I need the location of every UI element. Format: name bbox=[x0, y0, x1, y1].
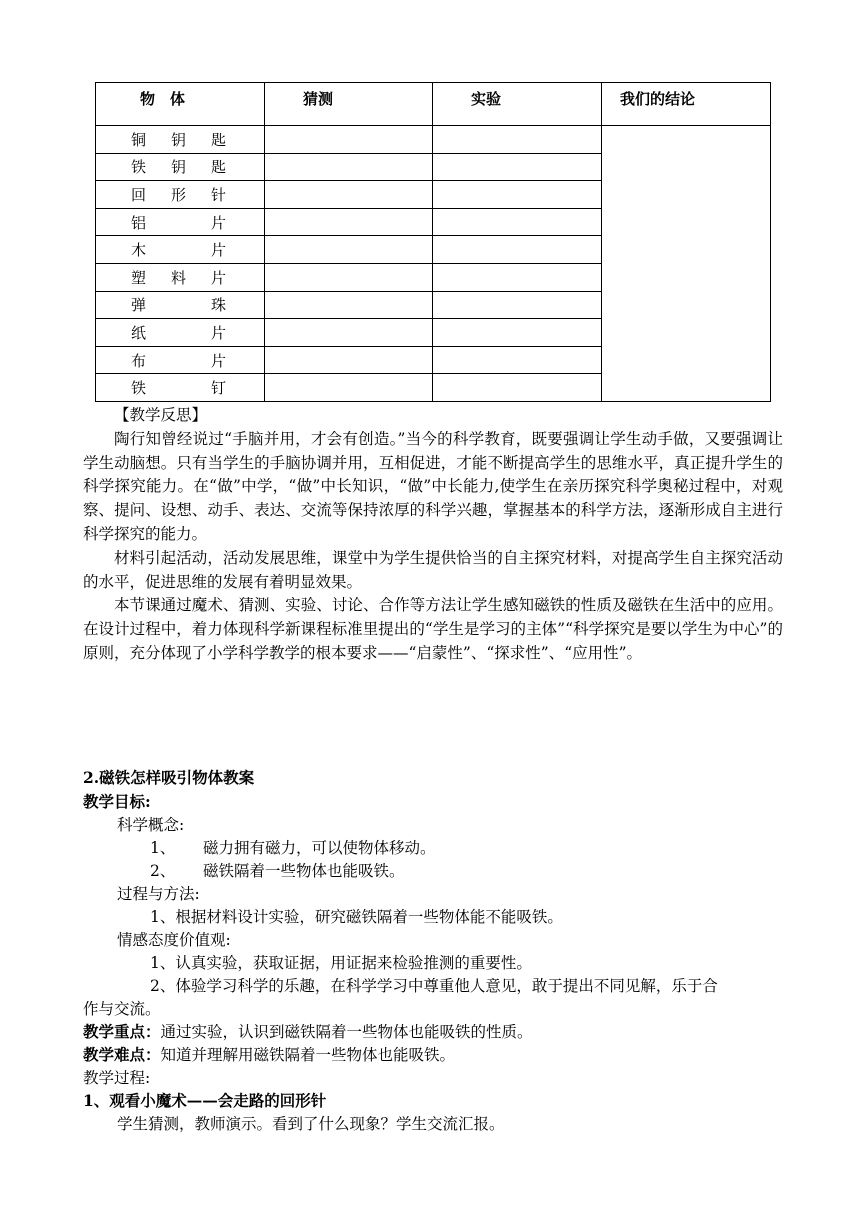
key-point-text: 通过实验，认识到磁铁隔着一些物体也能吸铁的性质。 bbox=[160, 1023, 533, 1041]
guess-cell bbox=[265, 126, 433, 154]
guess-cell bbox=[265, 181, 433, 209]
object-name-char: 铁 bbox=[131, 158, 147, 177]
experiment-cell bbox=[433, 126, 602, 154]
object-name-char: 弹 bbox=[131, 296, 147, 315]
table-header-row bbox=[96, 83, 771, 126]
object-name-char: 形 bbox=[170, 185, 186, 204]
object-name-char: 片 bbox=[210, 351, 226, 370]
object-name-cell bbox=[96, 319, 265, 347]
object-name-char: 片 bbox=[210, 213, 226, 232]
object-name-cell bbox=[96, 236, 265, 264]
experiment-cell bbox=[433, 319, 602, 347]
object-name-cell bbox=[96, 263, 265, 291]
concept-2-text: 磁铁隔着一些物体也能吸铁。 bbox=[203, 862, 405, 880]
guess-cell bbox=[265, 153, 433, 181]
difficulty-label: 教学难点： bbox=[83, 1045, 161, 1064]
attitude-item-continued: 作与交流。 bbox=[83, 1000, 161, 1018]
object-name-char: 料 bbox=[170, 268, 186, 287]
guess-cell bbox=[265, 346, 433, 374]
object-name-cell bbox=[96, 126, 265, 154]
table-row bbox=[96, 126, 771, 154]
guess-cell bbox=[265, 208, 433, 236]
guess-cell bbox=[265, 291, 433, 319]
object-name-char: 针 bbox=[210, 185, 226, 204]
concept-1-text: 磁力拥有磁力，可以使物体移动。 bbox=[203, 839, 436, 857]
difficulty-text: 知道并理解用磁铁隔着一些物体也能吸铁。 bbox=[160, 1046, 456, 1064]
reflection-paragraph: 本节课通过魔术、猜测、实验、讨论、合作等方法让学生感知磁铁的性质及磁铁在生活中的应用。在设计过程中，着力体现科学新课程标准里提出的“学生是学习的主体”“科学探究是要以学生为中心”的原则，充分体现了小学科学教学的根本要求——“启蒙性”、“探求性”、“应用性”。 bbox=[83, 596, 783, 662]
experiment-cell bbox=[433, 374, 602, 402]
lesson-title: 2.磁铁怎样吸引物体教案 bbox=[83, 768, 255, 787]
method-label: 过程与方法: bbox=[117, 885, 200, 903]
object-name-cell bbox=[96, 181, 265, 209]
object-name-char: 钉 bbox=[210, 379, 226, 398]
object-name-char: 布 bbox=[131, 351, 147, 370]
object-name-char: 片 bbox=[210, 241, 226, 260]
reflection-section bbox=[83, 404, 783, 666]
reflection-paragraph: 材料引起活动，活动发展思维，课堂中为学生提供恰当的自主探究材料，对提高学生自主探究活动的水平，促进思维的发展有着明显效果。 bbox=[83, 548, 783, 591]
object-name-char: 回 bbox=[131, 185, 147, 204]
object-name-cell bbox=[96, 208, 265, 236]
object-name-char: 匙 bbox=[210, 158, 226, 177]
header-guess: 猜测 bbox=[265, 83, 433, 126]
attitude-item: 2、体验学习科学的乐趣，在科学学习中尊重他人意见，敢于提出不同见解，乐于合 bbox=[150, 977, 718, 995]
object-name-char: 珠 bbox=[210, 296, 226, 315]
object-name-char: 片 bbox=[210, 268, 226, 287]
experiment-cell bbox=[433, 291, 602, 319]
concept-2-number: 2、 bbox=[150, 862, 176, 880]
object-name-char: 纸 bbox=[131, 323, 147, 342]
attitude-label: 情感态度价值观: bbox=[117, 931, 231, 949]
key-point-label: 教学重点： bbox=[83, 1022, 161, 1041]
object-name-char: 片 bbox=[210, 323, 226, 342]
step-1-text: 学生猜测，教师演示。看到了什么现象？学生交流汇报。 bbox=[117, 1115, 505, 1133]
object-name-char: 木 bbox=[131, 241, 147, 260]
experiment-cell bbox=[433, 181, 602, 209]
object-name-char: 塑 bbox=[131, 268, 147, 287]
experiment-cell bbox=[433, 153, 602, 181]
object-name-cell bbox=[96, 374, 265, 402]
reflection-title: 【教学反思】 bbox=[114, 406, 208, 424]
key-point bbox=[83, 1020, 533, 1044]
difficulty bbox=[83, 1043, 455, 1067]
object-name-cell bbox=[96, 291, 265, 319]
reflection-paragraph: 陶行知曾经说过“手脑并用，才会有创造。”当今的科学教育，既要强调让学生动手做，又要强调让学生动脑想。只有当学生的手脑协调并用，互相促进，才能不断提高学生的思维水平，真正提升学生的科学探究能力。在“做”中学，“做”中长知识，“做”中长能力,使学生在亲历探究科学奥秘过程中，对观察、提问、设想、动手、表达、交流等保持浓厚的科学兴趣，掌握基本的科学方法，逐渐形成自主进行科学探究的能力。 bbox=[83, 429, 783, 543]
concept-1-number: 1、 bbox=[150, 839, 176, 857]
method-item: 1、根据材料设计实验，研究磁铁隔着一些物体能不能吸铁。 bbox=[150, 908, 563, 926]
conclusion-cell bbox=[602, 126, 771, 402]
object-name-cell bbox=[96, 346, 265, 374]
experiment-cell bbox=[433, 236, 602, 264]
attitude-item: 1、认真实验，获取证据，用证据来检验推测的重要性。 bbox=[150, 954, 532, 972]
header-object: 物 体 bbox=[96, 83, 265, 126]
experiment-cell bbox=[433, 263, 602, 291]
experiment-cell bbox=[433, 346, 602, 374]
step-1-title: 1、观看小魔术——会走路的回形针 bbox=[83, 1091, 327, 1110]
object-name-char: 铜 bbox=[131, 130, 147, 149]
guess-cell bbox=[265, 374, 433, 402]
object-name-cell bbox=[96, 153, 265, 181]
guess-cell bbox=[265, 236, 433, 264]
experiment-cell bbox=[433, 208, 602, 236]
goals-label: 教学目标: bbox=[83, 792, 151, 811]
guess-cell bbox=[265, 263, 433, 291]
experiment-table bbox=[95, 82, 771, 402]
header-experiment: 实验 bbox=[433, 83, 602, 126]
concept-label: 科学概念: bbox=[117, 816, 185, 834]
object-name-char: 钥 bbox=[170, 130, 186, 149]
object-name-char: 铁 bbox=[131, 379, 147, 398]
header-conclusion: 我们的结论 bbox=[602, 83, 771, 126]
object-name-char: 匙 bbox=[210, 130, 226, 149]
process-label: 教学过程: bbox=[83, 1069, 151, 1087]
guess-cell bbox=[265, 319, 433, 347]
object-name-char: 铝 bbox=[131, 213, 147, 232]
object-name-char: 钥 bbox=[170, 158, 186, 177]
